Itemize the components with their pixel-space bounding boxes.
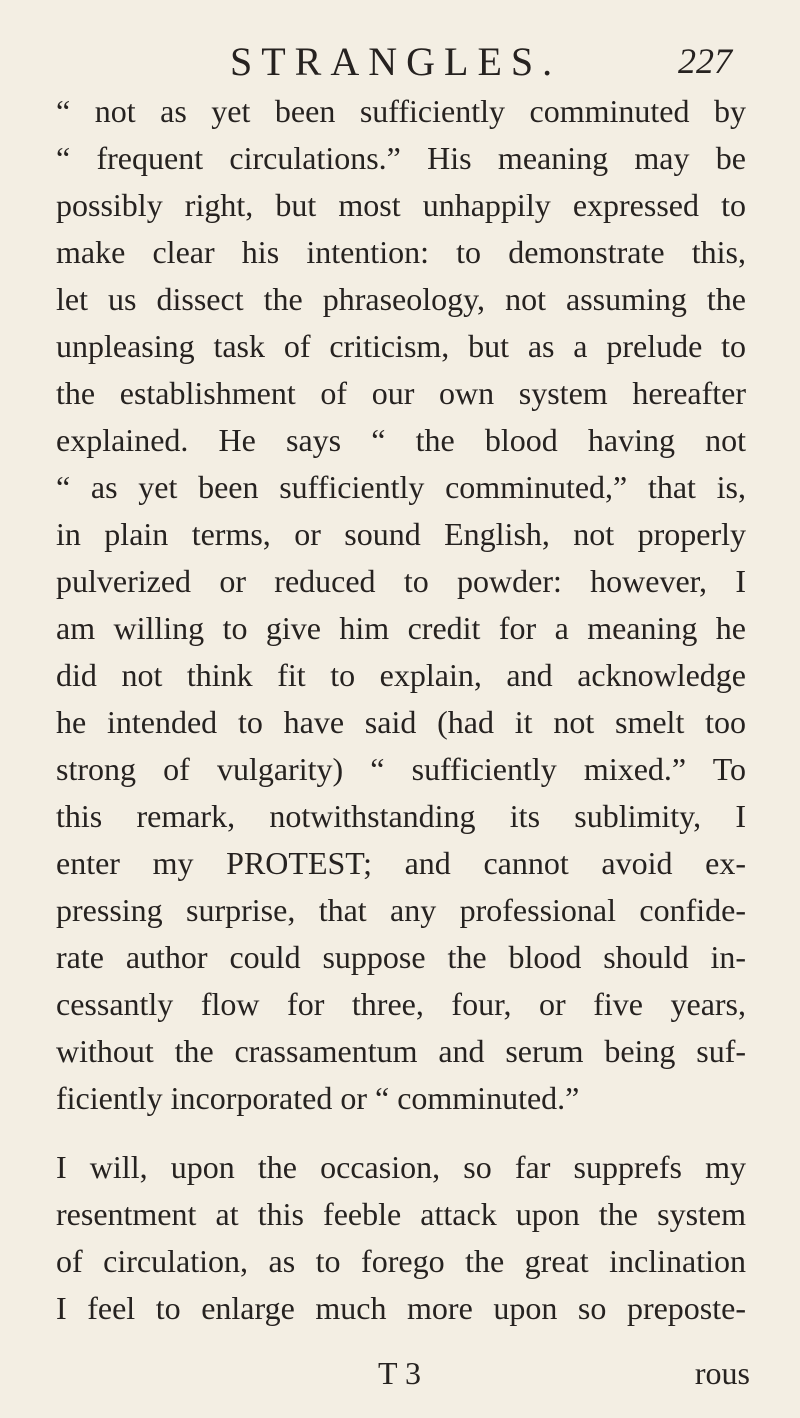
- text-line: enter my PROTEST; and cannot avoid ex-: [56, 845, 746, 881]
- text-line: “ not as yet been sufficiently comminuted by: [56, 93, 746, 129]
- text-line: this remark, notwithstanding its sublimity, I: [56, 798, 746, 834]
- text-line: he intended to have said (had it not smelt too: [56, 704, 746, 740]
- text-line: in plain terms, or sound English, not properly: [56, 516, 746, 552]
- text-line: am willing to give him credit for a meaning he: [56, 610, 746, 646]
- text-line: resentment at this feeble attack upon the system: [56, 1196, 746, 1232]
- text-line: ficiently incorporated or “ comminuted.”: [56, 1080, 580, 1116]
- text-line: without the crassamentum and serum being suf-: [56, 1033, 746, 1069]
- text-line: rate author could suppose the blood should in-: [56, 939, 746, 975]
- page-header: [0, 38, 800, 88]
- signature-mark: T 3: [378, 1355, 421, 1391]
- body-text: [56, 88, 746, 1332]
- text-line: let us dissect the phraseology, not assuming the: [56, 281, 746, 317]
- text-line: unpleasing task of criticism, but as a prelude to: [56, 328, 746, 364]
- text-line: explained. He says “ the blood having not: [56, 422, 746, 458]
- text-line: pulverized or reduced to powder: however, I: [56, 563, 746, 599]
- page-footer: [0, 1355, 800, 1400]
- text-line: I feel to enlarge much more upon so preposte-: [56, 1290, 746, 1326]
- running-head: STRANGLES.: [230, 39, 562, 84]
- text-line: cessantly flow for three, four, or five years,: [56, 986, 746, 1022]
- page-number: 227: [678, 41, 732, 81]
- text-line: of circulation, as to forego the great inclination: [56, 1243, 746, 1279]
- text-line: did not think fit to explain, and acknowledge: [56, 657, 746, 693]
- paragraph-2: [56, 1144, 746, 1332]
- catchword: rous: [694, 1355, 750, 1391]
- text-line: “ frequent circulations.” His meaning may be: [56, 140, 746, 176]
- paragraph-gap: [56, 1122, 746, 1144]
- text-line: I will, upon the occasion, so far supprefs my: [56, 1149, 746, 1185]
- text-line: possibly right, but most unhappily expressed to: [56, 187, 746, 223]
- paragraph-1: [56, 88, 746, 1122]
- text-line: the establishment of our own system hereafter: [56, 375, 746, 411]
- text-line: “ as yet been sufficiently comminuted,” that is,: [56, 469, 746, 505]
- text-line: pressing surprise, that any professional confide-: [56, 892, 746, 928]
- text-line: make clear his intention: to demonstrate this,: [56, 234, 746, 270]
- text-line: strong of vulgarity) “ sufficiently mixed.” To: [56, 751, 746, 787]
